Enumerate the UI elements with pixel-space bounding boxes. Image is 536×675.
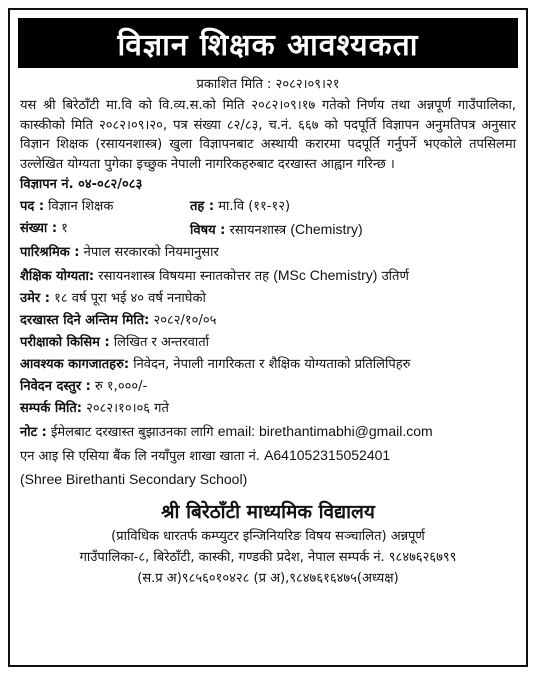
ad-number: विज्ञापन नं. ०४-०८२/०८३ [20,177,143,192]
documents-value: निवेदन, नेपाली नागरिकता र शैक्षिक योग्यताको प्रतिलिपिहरु [133,357,411,372]
fee-value: रु १,०००/- [95,379,148,394]
note-row [20,420,516,444]
note-label: नोट : [20,425,47,440]
remuneration-value: नेपाल सरकारको नियमानुसार [83,245,219,260]
subject-latin: (Chemistry) [290,221,363,237]
qualification-row [20,264,516,288]
level-label: तह : [190,199,215,214]
subject-value: रसायनशास्त्र [229,223,287,238]
fee-row [20,376,516,398]
bank-text: एन आइ सि एसिया बैंक लि नयाँपुल शाखा खाता नं. [20,449,260,464]
post-level-row [20,196,516,218]
qualification-latin: (MSc Chemistry) [273,267,378,283]
age-value: १८ वर्ष पूरा भई ४० वर्ष ननाघेको [54,291,206,306]
qualification-label: शैक्षिक योग्यता: [20,269,95,284]
documents-label: आवश्यक कागजातहरु: [20,357,130,372]
subject-label: विषय : [190,223,226,238]
published-date: प्रकाशित मिति : २०८२।०९।२१ [196,77,340,92]
contact-date-value: २०८२।१०।०६ गते [86,401,169,416]
count-value: १ [61,221,68,236]
school-contact-line: (स.प्र अ)९८५६०१०४२८ (प्र अ),९८४७६१६४७५(अध्यक्ष) [137,571,399,586]
remuneration-label: पारिश्रमिक : [20,245,80,260]
bank-row [20,444,516,468]
post-label: पद : [20,199,45,214]
exam-row [20,332,516,354]
level-value: मा.वि (११-१२) [218,199,291,214]
note-email: email: birethantimabhi@gmail.com [217,423,433,439]
exam-value: लिखित र अन्तरवार्ता [113,335,209,350]
post-value: विज्ञान शिक्षक [48,199,114,214]
intro-paragraph: यस श्री बिरेठाँटी मा.वि को वि.व्य.स.को मिति २०८२।०९।१७ गतेको निर्णय तथा अन्नपूर्ण गाउँपालिका, कास्कीको मिति २०८२।०९।२०, पत्र संख्या ८२/८३, च.नं. ६६७ को पदपूर्ति विज्ञापन अनुमतिपत्र अनुसार विज्ञान शिक्षक (रसायनशास्त्र) खुला विज्ञापनबाट अस्थायी करारमा पदपूर्ति गर्नुपर्ने भएकोले तपसिलमा उल्लेखित योग्यता पुगेका इच्छुक नेपाली नागरिकहरुबाट दरखास्त आह्वान गरिन्छ । [20,98,516,172]
contact-date-row [20,398,516,420]
school-address-line-2: गाउँपालिका-८, बिरेठाँटी, कास्की, गण्डकी प्रदेश, नेपाल सम्पर्क नं. ९८४७६२६७९९ [79,550,457,565]
documents-row [20,354,516,376]
count-label: संख्या : [20,221,58,236]
qualification-value: रसायनशास्त्र विषयमा स्नातकोत्तर तह [98,269,270,284]
deadline-label: दरखास्त दिने अन्तिम मिति: [20,313,150,328]
qualification-suffix: उतिर्ण [381,269,409,284]
bank-account: A641052315052401 [264,447,391,463]
age-label: उमेर : [20,291,50,306]
notice-title: विज्ञान शिक्षक आवश्यकता [18,18,518,68]
remuneration-row [20,242,516,264]
fee-label: निवेदन दस्तुर : [20,379,91,394]
count-subject-row [20,218,516,242]
deadline-value: २०८२/१०/०५ [153,313,217,328]
deadline-row [20,310,516,332]
age-row [20,288,516,310]
contact-date-label: सम्पर्क मिति: [20,401,82,416]
note-text: ईमेलबाट दरखास्त बुझाउनका लागि [51,425,214,440]
school-name: श्री बिरेठाँटी माध्यमिक विद्यालय [161,501,375,523]
school-address-line-1: (प्राविधिक धारतर्फ कम्प्युटर इन्जिनियरिङ विषय सञ्चालित) अन्नपूर्ण [111,529,425,544]
exam-label: परीक्षाको किसिम : [20,335,110,350]
account-name: (Shree Birethanti Secondary School) [20,471,248,487]
job-notice [8,8,528,667]
